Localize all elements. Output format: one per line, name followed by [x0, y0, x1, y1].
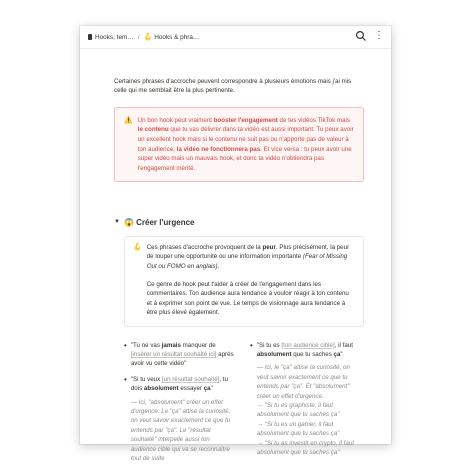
hook-icon: 🪝 [143, 34, 153, 41]
breadcrumb-separator: / [137, 33, 140, 41]
breadcrumb-item-hooks-templates[interactable]: Hooks, tem… [95, 33, 134, 41]
list-item: • "Tu ne vas jamais manquer de [insérer un résultat souhaité ici] après avoir vu cette vidéo" [124, 340, 234, 368]
urgency-callout-text: Ces phrases d'accroche provoquent de la peur. Plus précisément, la peur de louper une opportunité ou une information importante (Fear of Missing Out ou FOMO en anglais). Ce genre de hook peut t'aider à créer de l'engagement dans les commentaires. Ton audience aura tendance à vouloir réagir à ton contenu et à exprimer son point de vue. Le temps de visionnage aura tendance à être plus élevé également. [146, 243, 350, 317]
hook-icon: 🪝 [133, 243, 142, 251]
explanation-note: — Ici, le "ça" attise la curiosité, on veut savoir exactement ce que tu entends par "ça". Et "absolument" créer un effet d'urgence. → "Si tu es graphiste, il faut absolument que tu saches ça" → "Si tu es un gamer, il faut absolument que tu saches ça" → "Si tu as investit en crypto, il faut absolument que tu saches ça" [256, 364, 354, 457]
breadcrumb [80, 33, 199, 41]
notion-page [80, 26, 391, 463]
right-column [250, 341, 362, 470]
urgency-callout [124, 236, 364, 327]
toggle-heading-urgence[interactable] [114, 218, 364, 227]
warning-icon: ⚠️ [124, 116, 133, 124]
warning-callout [114, 107, 364, 183]
search-icon[interactable] [355, 30, 367, 42]
toggle-triangle-icon[interactable]: ▼ [114, 219, 120, 226]
more-icon[interactable]: ⋮ [374, 30, 385, 41]
breadcrumb-item-hooks-phrases[interactable]: Hooks & phra… [154, 33, 200, 41]
list-item: • "Si tu veux [un résultat souhaité], tu dois absolument essayer ça" — Ici, "absolument" créer un effet d'urgence. Le "ça" attise la curiosité, on veut savoir exactement ce que tu entends par "ça". Le "résultat souhaité" interpelle aussi ton audience cible qui va se reconnaître tout de suite [124, 375, 236, 464]
list-item: • "Si tu es [ton audience cible], il faut absolument que tu saches ça" — Ici, le "ça" attise la curiosité, on veut savoir exactement ce que tu entends par "ça". Et "absolument" créer un effet d'urgence. → "Si tu es graphiste, il faut absolument que tu saches ça" → "Si tu es un gamer, il faut absolument que tu saches ça" → "Si tu as investit en crypto, il faut absolument que tu saches ça" [250, 341, 362, 458]
top-bar [80, 26, 391, 49]
explanation-note: — Ici, "absolument" créer un effet d'urgence. Le "ça" attise la curiosité, on veut savoir exactement ce que tu entends par "ça". Le "résultat souhaité" interpelle aussi ton audience cible qui va se reconnaître tout de suite [130, 398, 231, 463]
page-content [114, 52, 364, 470]
document-icon [88, 34, 92, 40]
hook-columns [124, 341, 364, 470]
intro-paragraph: Certaines phrases d'accroche peuvent correspondre à plusieurs émotions mais j'ai mis celle qui me semblait être la plus pertinente. [114, 78, 352, 95]
section-title: 😱 Créer l'urgence [123, 218, 195, 228]
left-column [124, 341, 236, 470]
warning-callout-text: Un bon hook peut vraiment booster l'engagement de tes vidéos TikTok mais le contenu que tu vas délivrer dans ta vidéo est aussi important. Tu peux avoir un excellent hook mais si le contenu ne suit pas ou n'apporte pas de valeur à ton audience, la vidéo ne fonctionnera pas. Et vice versa : tu peux avoir une super vidéo mais un mauvais hook, et donc ta vidéo n'obtiendra pas l'engagement mérité. [137, 116, 354, 172]
